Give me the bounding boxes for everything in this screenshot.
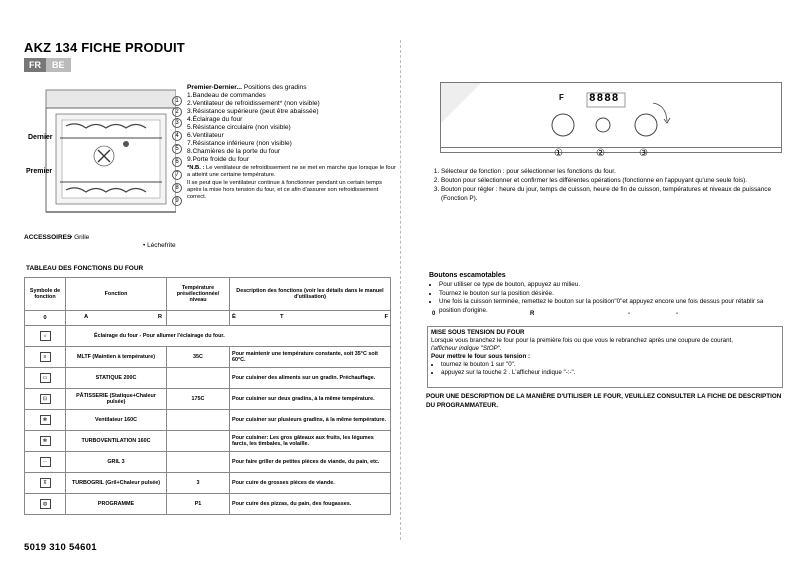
table-row	[25, 326, 391, 347]
codes-row	[25, 311, 391, 326]
function-desc: Pour cuisiner sur plusieurs gradins, à la même température.	[230, 410, 391, 431]
function-temp	[167, 431, 230, 452]
callout-8: 8	[172, 183, 182, 193]
programmer-footnote: POUR UNE DESCRIPTION DE LA MANIÈRE D'UTILISER LE FOUR, VEUILLEZ CONSULTER LA FICHE DE DESCRIPTION DU PROGRAMMATEUR.	[426, 393, 782, 409]
hidden-buttons-title: Boutons escamotables	[429, 272, 506, 279]
part-item: 8.Charnières de la porte du four	[187, 148, 281, 155]
function-temp	[167, 368, 230, 389]
page-title: AKZ 134 FICHE PRODUIT	[24, 40, 185, 55]
code-label: 0	[432, 311, 436, 317]
function-temp: 3	[167, 473, 230, 494]
table-row	[25, 452, 391, 473]
table-row	[25, 389, 391, 410]
callout-5: 5	[172, 144, 182, 154]
shelf-label-upper: Dernier	[28, 134, 53, 141]
power-text: Lorsque vous branchez le four pour la première fois ou que vous le rebranchez après une coupure de courant,	[431, 337, 733, 344]
tab-be[interactable]: BE	[46, 58, 71, 72]
light-icon: ☼	[40, 331, 51, 341]
callout-2: 2	[172, 107, 182, 117]
function-name: Éclairage du four - Pour allumer l'éclairage du four.	[66, 326, 391, 347]
part-item: 1.Bandeau de commandes	[187, 92, 266, 99]
function-temp: P1	[167, 494, 230, 515]
part-item: 7.Résistance inférieure (non visible)	[187, 140, 292, 147]
knob-label-1: ①	[554, 148, 563, 159]
function-name: STATIQUE 200C	[66, 368, 167, 389]
function-name: TURBOVENTILATION 160C	[66, 431, 167, 452]
fan-icon: ✻	[40, 415, 51, 425]
language-tabs	[24, 58, 71, 72]
functions-table	[24, 277, 391, 515]
instruction-item: 2. Bouton pour sélectionner et confirmer les différentes opérations (fonctionne en l'appuyant qu'une seule fois).	[441, 176, 780, 185]
table-header	[25, 278, 391, 311]
function-name: Ventilateur 160C	[66, 410, 167, 431]
function-temp	[167, 410, 230, 431]
knob-instructions	[430, 167, 780, 203]
function-name: TURBOGRIL (Gril+Chaleur pulsée)	[66, 473, 167, 494]
knob-label-3: ③	[639, 148, 648, 159]
power-step: • appuyez sur la touche 2 . L'afficheur indique "-:-".	[441, 369, 779, 377]
shelf-label-lower: Premier	[26, 168, 53, 175]
functions-table-title: TABLEAU DES FONCTIONS DU FOUR	[26, 265, 144, 272]
function-desc: Pour cuisiner: Les gros gâteaux aux fruits, les légumes farcis, les timbales, la volaille.	[230, 431, 391, 452]
knob-label-2: ②	[596, 148, 605, 159]
hidden-buttons-list	[429, 281, 784, 315]
pastry-icon: ⊡	[40, 394, 51, 404]
power-step: • tournez le bouton 1 sur "0".	[441, 361, 779, 369]
accessory-grille: • Grille	[70, 234, 90, 241]
program-icon: ◍	[40, 499, 51, 509]
part-item: 5.Résistance circulaire (non visible)	[187, 124, 291, 131]
function-temp	[167, 452, 230, 473]
header-symbol: Symbole de fonction	[25, 278, 66, 311]
parts-list	[187, 84, 397, 201]
function-name: PROGRAMME	[66, 494, 167, 515]
column-divider	[400, 40, 401, 540]
function-temp: 35C	[167, 347, 230, 368]
list-item: • Pour utiliser ce type de bouton, appuyez au milieu.	[439, 281, 784, 290]
power-title: MISE SOUS TENSION DU FOUR	[431, 329, 525, 336]
code-label: -	[676, 311, 678, 317]
code-cell	[167, 311, 230, 326]
instruction-item: 1. Sélecteur de fonction : pour sélectionner les fonctions du four.	[441, 167, 780, 176]
code-cell: 0	[25, 311, 66, 326]
list-item: • Tournez le bouton sur la position désirée.	[439, 290, 784, 299]
function-name: MLTF (Maintien à température)	[66, 347, 167, 368]
function-name: GRIL 3	[66, 452, 167, 473]
display-digits: 8888	[589, 93, 620, 105]
table-row	[25, 473, 391, 494]
turbogrill-icon: ⊼	[40, 478, 51, 488]
callout-7: 7	[172, 170, 182, 180]
product-code: 5019 310 54601	[24, 542, 97, 553]
panel-base	[440, 146, 782, 153]
list-item: • Une fois la cuisson terminée, remettez le bouton sur la position"0"et appuyez encore une fois dessus pour rétablir sa position d'origine.	[439, 298, 784, 315]
header-function: Fonction	[66, 278, 167, 311]
code-cell: A R	[66, 311, 167, 326]
part-item: 4.Éclairage du four	[187, 116, 243, 123]
grill-icon: ⋯	[40, 457, 51, 467]
function-desc: Pour cuire de grosses pièces de viande.	[230, 473, 391, 494]
function-desc: Pour maintenir une température constante, soit 35°C soit 60°C.	[230, 347, 391, 368]
function-temp: 175C	[167, 389, 230, 410]
header-desc: Description des fonctions (voir les détails dans le manuel d'utilisation)	[230, 278, 391, 311]
function-desc: Pour faire griller de petites pièces de viande, du pain, etc.	[230, 452, 391, 473]
function-desc: Pour cuisiner des aliments sur un gradin. Préchauffage.	[230, 368, 391, 389]
parts-heading: Premier-Dernier... Positions des gradins	[187, 84, 307, 91]
turbo-icon: ✻	[40, 436, 51, 446]
power-display-text: l'afficheur indique "StOP".	[431, 345, 502, 352]
table-row	[25, 368, 391, 389]
callout-3: 3	[172, 118, 182, 128]
code-cell: È T F	[230, 311, 391, 326]
part-item: 3.Résistance supérieure (peut être abaissée)	[187, 108, 319, 115]
control-panel	[440, 82, 782, 148]
display-function-label: F	[559, 93, 564, 102]
function-name: PÂTISSERIE (Statique+Chaleur pulsée)	[66, 389, 167, 410]
callout-4: 4	[172, 131, 182, 141]
callout-9: 9	[172, 196, 182, 206]
table-row	[25, 431, 391, 452]
static-icon: ▭	[40, 373, 51, 383]
instruction-item: 3. Bouton pour régler : heure du jour, temps de cuisson, heure de fin de cuisson, températures et niveaux de puissance (Fonction P).	[441, 185, 780, 203]
oven-diagram	[26, 86, 176, 216]
code-label: R	[530, 311, 535, 317]
tab-fr[interactable]: FR	[24, 58, 46, 72]
part-item: 6.Ventilateur	[187, 132, 224, 139]
callout-1: 1	[172, 96, 182, 106]
power-on-box	[427, 326, 783, 388]
header-temp: Température présélectionnée/ niveau	[167, 278, 230, 311]
function-desc: Pour cuire des pizzas, du pain, des fougasses.	[230, 494, 391, 515]
part-item: 9.Porte froide du four	[187, 156, 249, 163]
callout-6: 6	[172, 157, 182, 167]
multi-icon: ≡	[40, 352, 51, 362]
parts-note: *N.B. : Le ventilateur de refroidissement ne se met en marche que lorsque le four a atteint une certaine température.	[187, 165, 396, 178]
table-row	[25, 494, 391, 515]
table-row	[25, 347, 391, 368]
parts-note-2: Il se peut que le ventilateur continue à fonctionner pendant un certain temps après la mise hors tension du four, et ce afin d'assurer son refroidissement correct.	[187, 180, 382, 200]
part-item: 2.Ventilateur de refroidissement* (non visible)	[187, 100, 320, 107]
accessories-label: ACCESSOIRES	[24, 234, 72, 241]
accessory-lechefrite: • Lèchefrite	[143, 242, 176, 249]
callout-column	[172, 96, 184, 206]
function-desc: Pour cuisiner sur deux gradins, à la même température.	[230, 389, 391, 410]
power-subtitle: Pour mettre le four sous tension :	[431, 353, 531, 360]
code-label: -	[628, 311, 630, 317]
table-row	[25, 410, 391, 431]
